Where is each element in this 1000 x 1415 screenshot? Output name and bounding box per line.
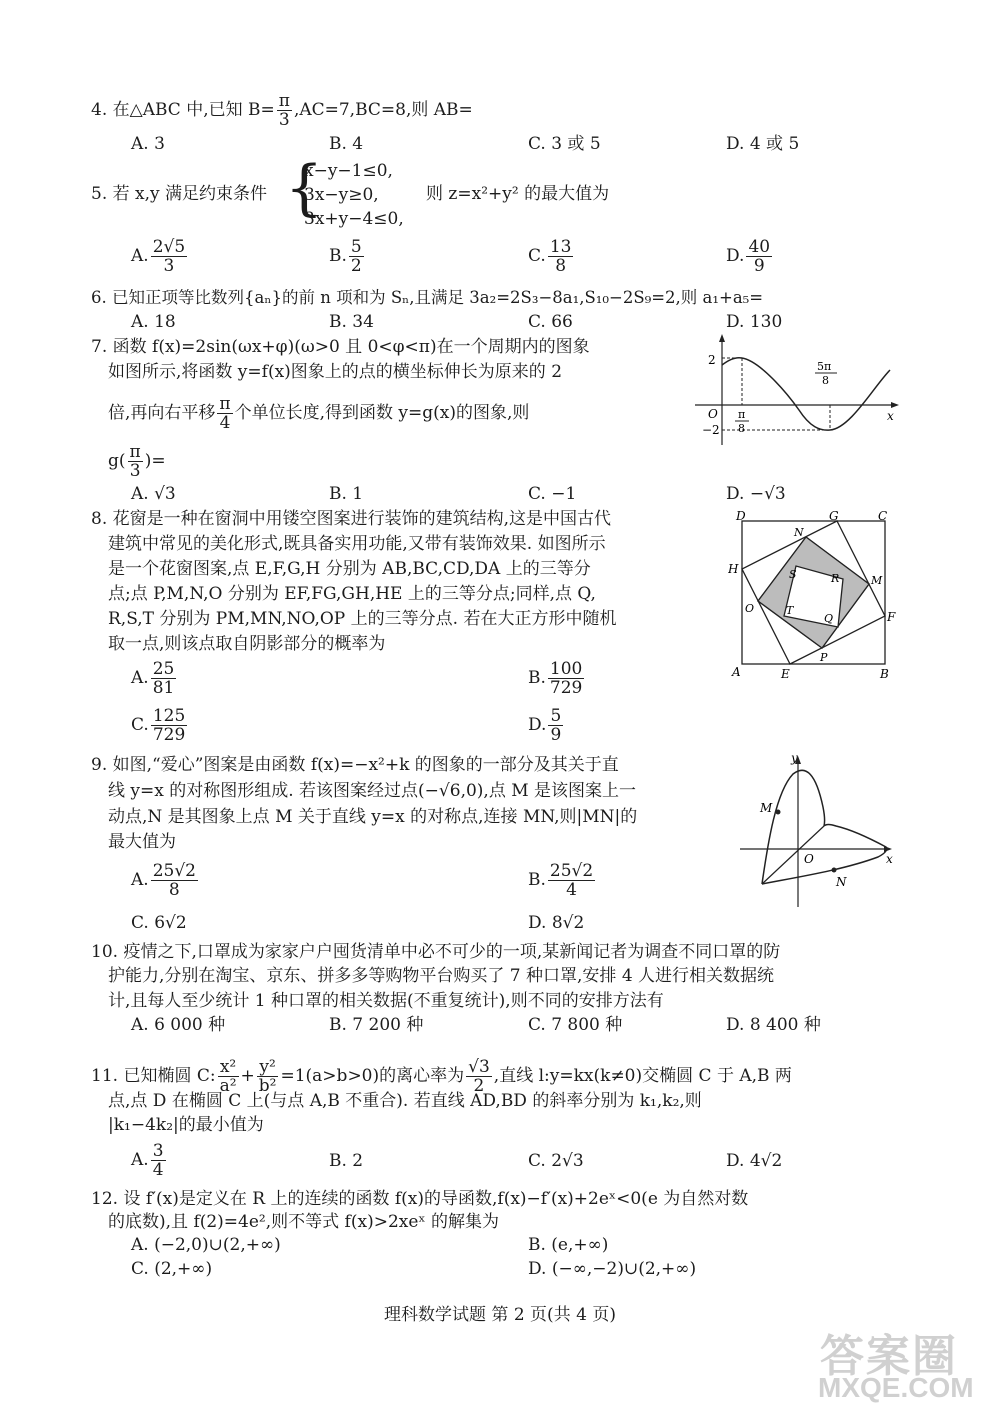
q4-option-b: B. 4 — [329, 134, 364, 154]
q5-option-c-label: C. — [528, 246, 546, 266]
q8-option-d — [528, 707, 565, 744]
q9-point-n — [832, 868, 837, 873]
q6-option-d: D. 130 — [726, 312, 783, 332]
q12-line-1: 12. 设 f′(x)是定义在 R 上的连续的函数 f(x)的导函数,f(x)−f′(x)+2eˣ<0(e 为自然对数 — [91, 1189, 749, 1209]
q11-option-d: D. 4√2 — [726, 1151, 783, 1171]
q5-option-c-den: 8 — [555, 256, 567, 276]
q6-option-c: C. 66 — [528, 312, 573, 332]
q5-constraint-3: 3x+y−4≤0, — [304, 209, 404, 229]
q5-option-b-num: 5 — [350, 237, 362, 257]
q8-label-r: R — [831, 572, 840, 585]
q10-option-a: A. 6 000 种 — [131, 1015, 226, 1035]
q8-option-d-label: D. — [528, 715, 547, 735]
q9-point-m — [776, 810, 781, 815]
q5-option-b-den: 2 — [350, 256, 362, 276]
q7-label-x1-num: π — [738, 408, 746, 421]
q4-frac-den: 3 — [278, 110, 290, 130]
q8-label-p: P — [820, 651, 828, 664]
q4-stem-a: 4. 在△ABC 中,已知 B= — [91, 100, 275, 120]
q11-line-3: |k₁−4k₂|的最小值为 — [108, 1115, 264, 1135]
q11-line-1-a: 11. 已知椭圆 C: — [91, 1066, 216, 1086]
q8-option-c — [131, 707, 189, 744]
q8-label-n: N — [794, 526, 804, 539]
q8-line-5: R,S,T 分别为 PM,MN,NO,OP 上的三等分点. 若在大正方形中随机 — [108, 609, 617, 629]
q6-stem: 6. 已知正项等比数列{aₙ}的前 n 项和为 Sₙ,且满足 3a₂=2S₃−8a₁,S₁₀−2S₉=2,则 a₁+a₅= — [91, 288, 764, 307]
q11-option-a — [131, 1142, 168, 1179]
q5-constraint-1: x−y−1≤0, — [304, 161, 393, 181]
q12-option-a: A. (−2,0)∪(2,+∞) — [131, 1235, 281, 1255]
q9-line-3: 动点,N 是其图象上点 M 关于直线 y=x 的对称点,连接 MN,则|MN|的 — [108, 807, 638, 827]
q8-option-a-num: 25 — [152, 659, 175, 679]
q7-sine-graph — [695, 330, 905, 448]
q4-frac-num: π — [278, 91, 290, 111]
q12-option-c: C. (2,+∞) — [131, 1259, 213, 1279]
q9-label-x: x — [886, 852, 893, 866]
q7-label-ymin: −2 — [702, 423, 720, 437]
q5-option-d-label: D. — [726, 246, 745, 266]
q9-option-c: C. 6√2 — [131, 913, 187, 933]
q7-y-arrow — [719, 334, 725, 342]
q8-line-3: 是一个花窗图案,点 E,F,G,H 分别为 AB,BC,CD,DA 上的三等分 — [108, 559, 591, 579]
q7-option-d: D. −√3 — [726, 484, 786, 504]
q9-line-4: 最大值为 — [108, 832, 176, 852]
q6-option-a: A. 18 — [131, 312, 176, 332]
q9-line-2: 线 y=x 的对称图形组成. 若该图案经过点(−√6,0),点 M 是该图案上一 — [108, 781, 637, 801]
q7-line-2: 如图所示,将函数 y=f(x)图象上的点的横坐标伸长为原来的 2 — [108, 362, 563, 382]
q12-option-d: D. (−∞,−2)∪(2,+∞) — [528, 1259, 697, 1279]
q5-option-a-num: 2√5 — [152, 237, 186, 257]
q9-option-b-den: 4 — [566, 880, 577, 900]
q4-option-c: C. 3 或 5 — [528, 134, 601, 154]
q9-option-a-label: A. — [131, 870, 149, 890]
q10-line-3: 计,且每人至少统计 1 种口罩的相关数据(不重复统计),则不同的安排方法有 — [108, 991, 664, 1011]
q11-line-1-c: ,直线 l:y=kx(k≠0)交椭圆 C 于 A,B 两 — [493, 1066, 792, 1086]
q9-option-b-label: B. — [528, 870, 546, 890]
q8-label-d: D — [736, 509, 746, 523]
q7-line-1: 7. 函数 f(x)=2sin(ωx+φ)(ω>0 且 0<φ<π)在一个周期内的图象 — [91, 337, 590, 357]
q5-stem-a: 5. 若 x,y 满足约束条件 — [91, 184, 268, 204]
q7-label-x2-den: 8 — [822, 374, 829, 387]
q4-option-a: A. 3 — [131, 134, 165, 154]
q9-line-1: 9. 如图,“爱心”图案是由函数 f(x)=−x²+k 的图象的一部分及其关于直 — [91, 755, 619, 775]
q5-option-d-den: 9 — [753, 256, 765, 276]
q5-option-c — [528, 238, 575, 275]
q8-label-g: G — [829, 509, 839, 523]
q7-line-4-b: )= — [144, 451, 166, 471]
q11-plus: + — [240, 1066, 255, 1086]
q7-label-x1-den: 8 — [738, 422, 745, 435]
q8-option-c-num: 125 — [152, 706, 186, 726]
q7-label-ymax: 2 — [708, 353, 716, 367]
q11-line-1-b: =1(a>b>0)的离心率为 — [280, 1066, 465, 1086]
q5-option-a-den: 3 — [163, 256, 175, 276]
q9-option-b — [528, 862, 597, 899]
q8-label-m: M — [871, 574, 883, 587]
q7-label-origin: O — [708, 407, 718, 421]
q8-line-4: 点;点 P,M,N,O 分别为 EF,FG,GH,HE 上的三等分点;同样,点 Q, — [108, 584, 596, 604]
q11-option-a-num: 3 — [152, 1141, 164, 1161]
q10-option-c: C. 7 800 种 — [528, 1015, 623, 1035]
q10-option-b: B. 7 200 种 — [329, 1015, 424, 1035]
q11-frac2-den: b² — [258, 1076, 277, 1096]
q7-label-x2-num: 5π — [817, 360, 832, 373]
q8-label-f: F — [887, 610, 896, 624]
q9-label-y: y — [791, 752, 798, 765]
q8-option-c-den: 729 — [152, 725, 186, 745]
q8-option-a-label: A. — [131, 668, 149, 688]
q7-line-3-num: π — [219, 394, 231, 414]
q8-line-2: 建筑中常见的美化形式,既具备实用功能,又带有装饰效果. 如图所示 — [108, 534, 606, 554]
q5-option-d-num: 40 — [748, 237, 771, 257]
q8-option-b-den: 729 — [549, 678, 583, 698]
q11-frac1-num: x² — [218, 1058, 239, 1077]
q11-frac3-den: 2 — [473, 1076, 485, 1096]
q8-option-d-num: 5 — [550, 706, 562, 726]
q8-label-h: H — [728, 562, 739, 576]
q11-option-c: C. 2√3 — [528, 1151, 584, 1171]
q7-line-4-num: π — [129, 442, 141, 462]
q4-stem-b: ,AC=7,BC=8,则 AB= — [293, 100, 473, 120]
q5-option-a-label: A. — [131, 246, 149, 266]
q5-option-a — [131, 238, 189, 275]
q8-label-b: B — [880, 667, 889, 681]
q8-window-figure — [728, 506, 898, 684]
q10-line-2: 护能力,分别在淘宝、京东、拼多多等购物平台购买了 7 种口罩,安排 4 人进行相关数据统 — [108, 966, 775, 986]
q9-option-a-num: 25√2 — [152, 861, 196, 881]
q8-label-q: Q — [824, 612, 834, 625]
q8-label-e: E — [781, 667, 790, 681]
q9-option-a-den: 8 — [168, 880, 180, 900]
watermark-url: MXQE.COM — [818, 1372, 974, 1403]
q7-line-3-a: 倍,再向右平移 — [108, 403, 216, 423]
q8-option-b-num: 100 — [549, 659, 583, 679]
q7-option-b: B. 1 — [329, 484, 364, 504]
q8-option-b — [528, 660, 586, 697]
q7-line-4-a: g( — [108, 451, 126, 471]
q5-option-b-label: B. — [329, 246, 347, 266]
q8-option-d-den: 9 — [550, 725, 562, 745]
q11-frac1-den: a² — [219, 1076, 237, 1096]
q8-option-a-den: 81 — [152, 678, 175, 698]
q7-option-a: A. √3 — [131, 484, 176, 504]
q11-option-a-den: 4 — [152, 1160, 164, 1180]
q9-option-b-num: 25√2 — [549, 861, 594, 881]
q5-option-c-num: 13 — [549, 237, 572, 257]
q9-option-a — [131, 862, 200, 899]
q8-label-o: O — [745, 602, 755, 615]
q8-label-c: C — [878, 509, 888, 523]
q5-option-b — [329, 238, 366, 275]
q9-symmetry-line — [762, 826, 824, 884]
q11-option-b: B. 2 — [329, 1151, 364, 1171]
q8-option-a — [131, 660, 178, 697]
q12-option-b: B. (e,+∞) — [528, 1235, 609, 1255]
q9-label-n: N — [836, 875, 847, 889]
q11-option-a-label: A. — [131, 1150, 149, 1170]
q9-heart-figure — [738, 752, 903, 910]
q7-x-arrow — [891, 402, 899, 408]
q11-line-2: 点,点 D 在椭圆 C 上(与点 A,B 不重合). 若直线 AD,BD 的斜率分别为 k₁,k₂,则 — [108, 1091, 702, 1111]
q7-line-3-den: 4 — [219, 413, 231, 433]
q9-label-o: O — [804, 852, 814, 866]
q8-option-c-label: C. — [131, 715, 149, 735]
q9-reflected-curve — [762, 825, 887, 885]
q5-brace: { — [285, 153, 324, 223]
q9-label-m: M — [760, 801, 773, 815]
q4-stem — [91, 92, 473, 129]
q8-line-1: 8. 花窗是一种在窗洞中用镂空图案进行装饰的建筑结构,这是中国古代 — [91, 509, 612, 529]
q5-stem-b: 则 z=x²+y² 的最大值为 — [426, 184, 610, 204]
q10-line-1: 10. 疫情之下,口罩成为家家户户囤货清单中必不可少的一项,某新闻记者为调查不同口罩的防 — [91, 942, 781, 962]
q7-line-4-den: 3 — [129, 461, 141, 481]
q7-line-4 — [108, 443, 166, 480]
q4-frac — [277, 92, 292, 129]
q8-label-t: T — [786, 604, 794, 617]
watermark-logo: 答案圈 — [820, 1332, 958, 1381]
q11-frac2-num: y² — [257, 1058, 279, 1077]
q5-constraint-2: 3x−y≥0, — [304, 185, 379, 205]
q12-line-2: 的底数),且 f(2)=4e²,则不等式 f(x)>2xeˣ 的解集为 — [108, 1212, 500, 1232]
q8-label-s: S — [789, 568, 797, 581]
q7-line-3-b: 个单位长度,得到函数 y=g(x)的图象,则 — [234, 403, 530, 423]
q9-parabola — [762, 770, 825, 884]
page-footer: 理科数学试题 第 2 页(共 4 页) — [384, 1305, 616, 1325]
q11-frac3-num: √3 — [468, 1057, 490, 1077]
q7-curve — [722, 358, 890, 430]
q8-option-b-label: B. — [528, 668, 546, 688]
q7-line-3 — [108, 395, 529, 432]
q8-line-6: 取一点,则该点取自阴影部分的概率为 — [108, 634, 386, 654]
q7-label-x: x — [887, 409, 894, 423]
q6-option-b: B. 34 — [329, 312, 374, 332]
q8-label-a: A — [732, 665, 741, 679]
q7-option-c: C. −1 — [528, 484, 577, 504]
q4-option-d: D. 4 或 5 — [726, 134, 800, 154]
q10-option-d: D. 8 400 种 — [726, 1015, 821, 1035]
q9-option-d: D. 8√2 — [528, 913, 585, 933]
q5-option-d — [726, 238, 774, 275]
